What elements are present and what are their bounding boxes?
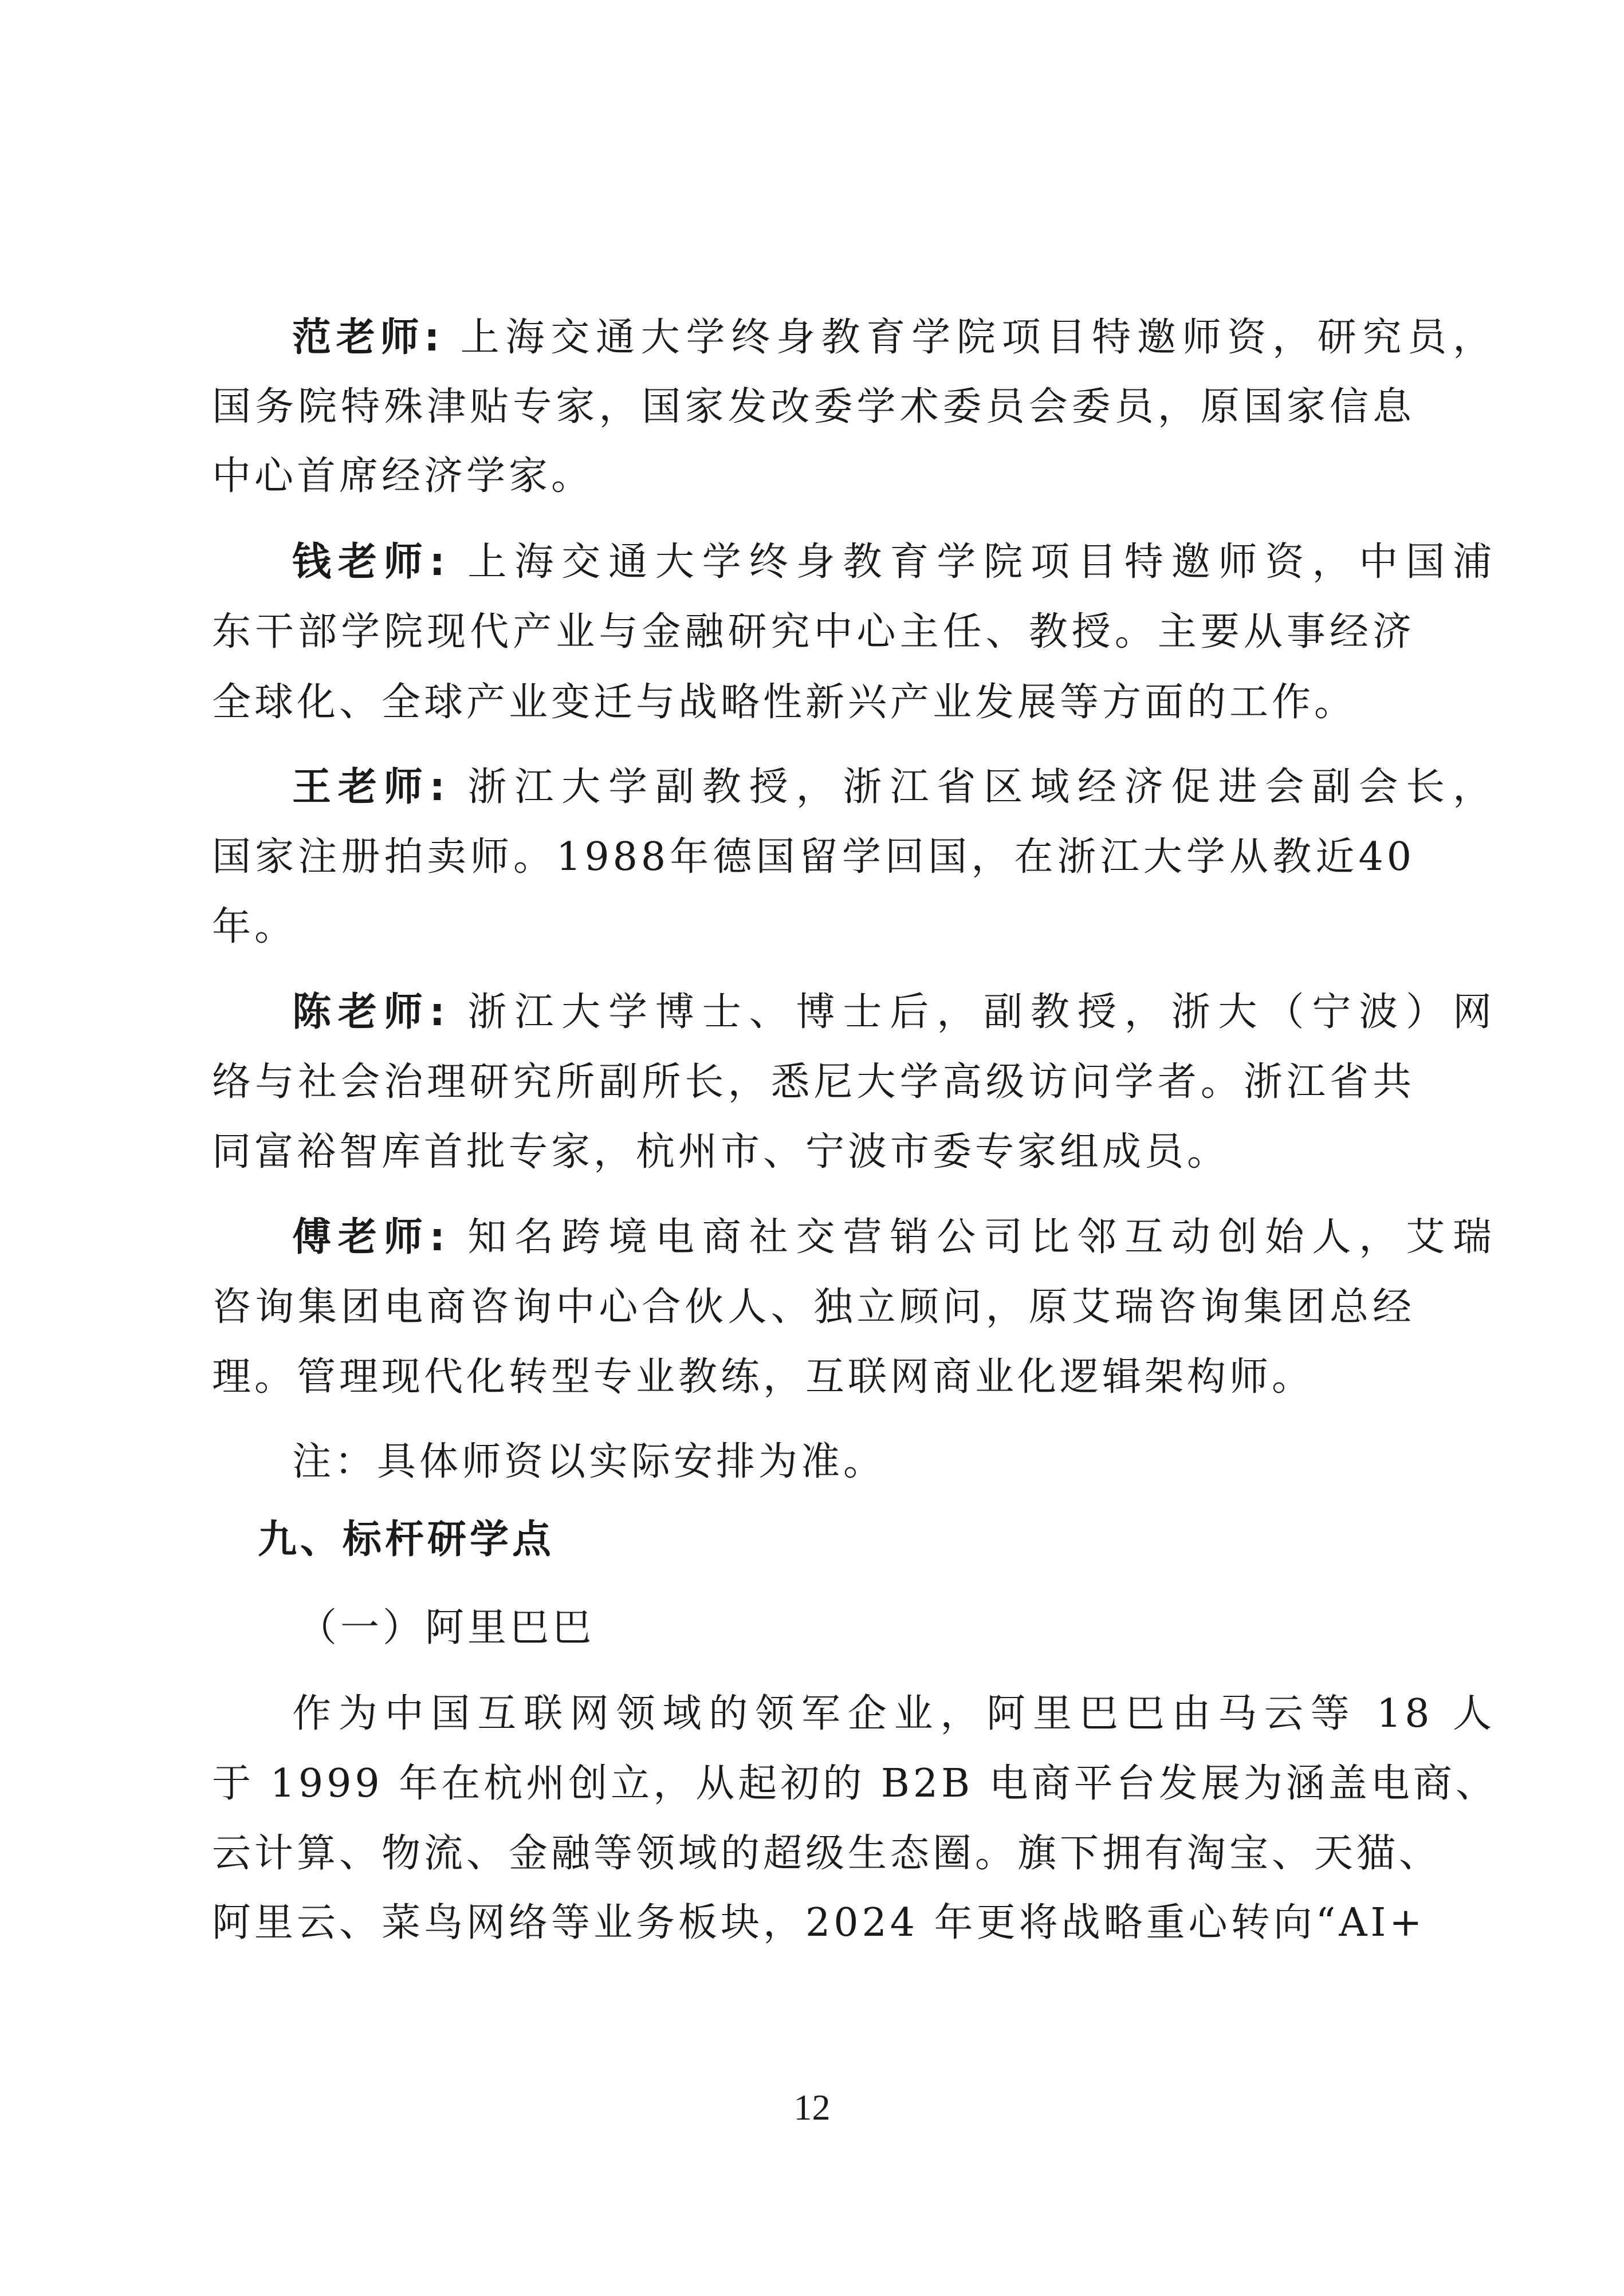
teacher-2-separator: : [429,539,447,585]
teacher-1-line-2: 国务院特殊津贴专家，国家发改委学术委员会委员，原国家信息 [212,384,1415,430]
alibaba-paragraph-line-2: 于 1999 年在杭州创立，从起初的 B2B 电商平台发展为涵盖电商、 [212,1761,1498,1806]
teacher-4-line-2: 络与社会治理研究所副所长，悉尼大学高级访问学者。浙江省共 [212,1060,1415,1105]
teacher-5-first-line [292,1212,1495,1263]
faculty-note: 注：具体师资以实际安排为准。 [292,1439,886,1484]
alibaba-paragraph-line-1: 作为中国互联网领域的领军企业，阿里巴巴由马云等 18 人 [292,1691,1495,1736]
alibaba-paragraph-line-4: 阿里云、菜鸟网络等业务板块，2024 年更将战略重心转向“AI+ [212,1900,1426,1946]
teacher-3-name: 王老师 [292,765,430,810]
teacher-1-separator: : [424,315,442,360]
teacher-2-line-2: 东干部学院现代产业与金融研究中心主任、教授。主要从事经济 [212,609,1415,655]
teacher-2-intro: 上海交通大学终身教育学院项目特邀师资，中国浦 [447,539,1495,585]
teacher-1-line-3: 中心首席经济学家。 [212,454,594,499]
teacher-1-name: 范老师 [292,315,424,360]
teacher-3-first-line [292,762,1495,813]
teacher-4-intro: 浙江大学博士、博士后，副教授，浙大（宁波）网 [447,990,1495,1035]
teacher-3-separator: : [429,765,447,810]
teacher-5-line-3: 理。管理现代化转型专业教练，互联网商业化逻辑架构师。 [212,1354,1315,1400]
teacher-1-first-line [292,312,1495,364]
teacher-5-intro: 知名跨境电商社交营销公司比邻互动创始人，艾瑞 [447,1215,1495,1260]
section-heading: 九、标杆研学点 [258,1517,555,1562]
teacher-3-line-2: 国家注册拍卖师。1988年德国留学回国，在浙江大学从教近40 [212,834,1415,880]
teacher-5-line-2: 咨询集团电商咨询中心合伙人、独立顾问，原艾瑞咨询集团总经 [212,1285,1415,1330]
subsection-heading: （一）阿里巴巴 [298,1605,595,1651]
teacher-2-line-3: 全球化、全球产业变迁与战略性新兴产业发展等方面的工作。 [212,680,1357,725]
teacher-5-separator: : [429,1215,447,1260]
teacher-1-intro: 上海交通大学终身教育学院项目特邀师资，研究员， [442,315,1495,360]
alibaba-paragraph-line-3: 云计算、物流、金融等领域的超级生态圈。旗下拥有淘宝、天猫、 [212,1831,1442,1876]
teacher-2-name: 钱老师 [292,539,430,585]
teacher-3-intro: 浙江大学副教授，浙江省区域经济促进会副会长， [447,765,1495,810]
teacher-2-first-line [292,537,1495,588]
teacher-4-line-3: 同富裕智库首批专家，杭州市、宁波市委专家组成员。 [212,1129,1230,1175]
teacher-4-first-line [292,987,1495,1038]
page-number: 12 [793,2087,831,2128]
teacher-4-separator: : [429,990,447,1035]
teacher-4-name: 陈老师 [292,990,430,1035]
teacher-5-name: 傅老师 [292,1215,430,1260]
teacher-3-line-3: 年。 [212,904,297,950]
